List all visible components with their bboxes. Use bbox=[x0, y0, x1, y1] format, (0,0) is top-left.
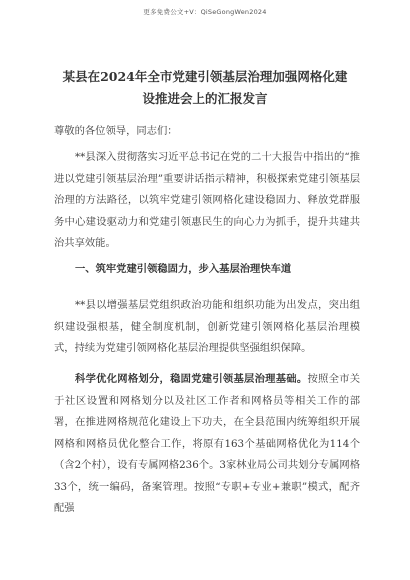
paragraph-3-lead: 科学优化网格划分，稳固党建引领基层治理基础。 bbox=[75, 373, 308, 385]
document-title: 某县在2024年全市党建引领基层治理加强网格化建设推进会上的汇报发言 bbox=[62, 69, 348, 106]
header-note: 更多免费公文+V：QiSeGongWen2024 bbox=[143, 8, 267, 16]
paragraph-2: **县以增强基层党组织政治功能和组织功能为出发点，突出组织建设强根基，健全制度机制，创新党建引领网格化基层治理模式，持续为党建引领网格化基层治理提供坚强组织保障。 bbox=[54, 299, 360, 354]
section-heading-1: 一、筑牢党建引领稳固力，步入基层治理快车道 bbox=[75, 263, 292, 275]
greeting: 尊敬的各位领导，同志们： bbox=[54, 125, 178, 137]
paragraph-3-rest: 按照全市关于社区设置和网格划分以及社区工作者和网格员等相关工作的部署，在推进网格规范化建设上下功夫，在全县范围内统筹组织开展网格和网格员优化整合工作，将原有163个基础网格优化为114个（含2个村），设有专属网格236个。3家林业局公司共划分专属网格33个，统一编码，备案管理。按照“专职+专业+兼职”模式，配齐配强 bbox=[54, 373, 361, 514]
paragraph-1: **县深入贯彻落实习近平总书记在党的二十大报告中指出的“推进以党建引领基层治理”重要讲话指示精神，积极探索党建引领基层治理的方法路径，以筑牢党建引领网格化建设稳固力、释放党群服务中心建设驱动力和党建引领惠民生的向心力为抓手，提升共建共治共享效能。 bbox=[54, 151, 360, 249]
paragraph-3 bbox=[54, 369, 360, 520]
